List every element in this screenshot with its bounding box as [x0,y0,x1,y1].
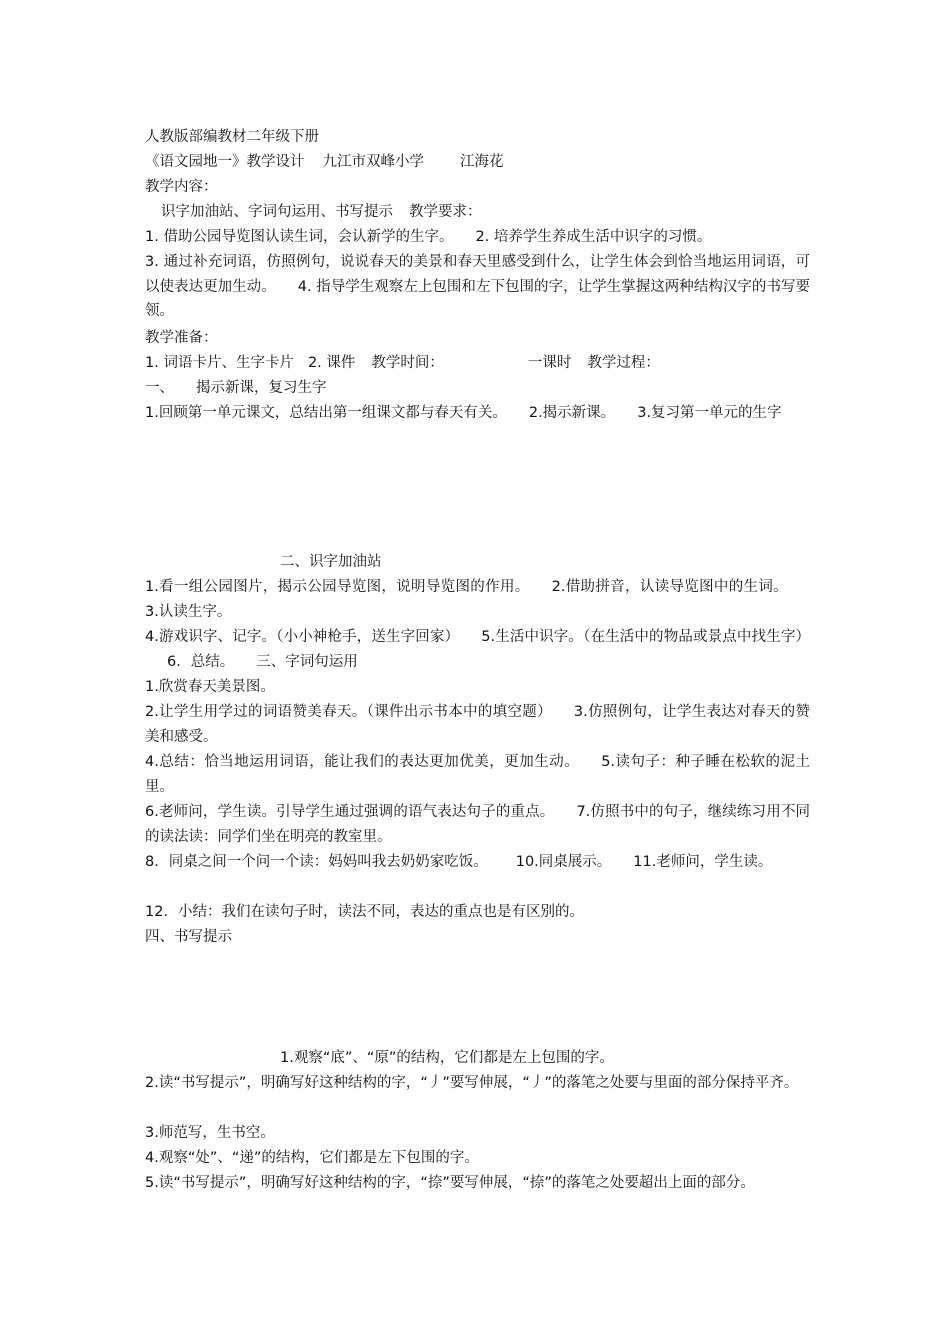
section3-step-10: 10.同桌展示。 [515,854,612,870]
section2-step-3: 3.认读生字。 [145,603,232,620]
section3-step-12: 12．小结：我们在读句子时，读法不同，表达的重点也是有区别的。 [145,904,584,920]
process-label: 教学过程： [587,355,660,371]
section4-step-4: 4.观察“处”、“递”的结构，它们都是左下包围的字。 [145,1150,479,1166]
section2-step-5: 5.生活中识字。（在生活中的物品或景点中找生字） [481,629,810,645]
section4-block-5 [145,1171,810,1196]
section2-block-2 [145,625,810,674]
content-label-text: 教学内容： [145,179,218,195]
section2-step-6: 6．总结。 [167,653,235,670]
section3-step-2: 2.让学生用学过的词语赞美春天。（课件出示书本中的填空题） [145,704,552,720]
section3-block-3 [145,750,810,799]
teacher-name: 江海花 [460,154,504,170]
section3-title: 三、字词句运用 [256,653,358,670]
section3-step-3: 3.仿照例句，让学生表达对春天的赞美和感受。 [145,704,810,745]
design-title: 《语文园地一》教学设计 [145,154,305,170]
book-title-text: 人教版部编教材二年级下册 [145,129,319,145]
section2-step-2: 2.借助拼音，认读导览图中的生词。 [551,579,788,595]
school-name: 九江市双峰小学 [322,154,424,170]
content-label [145,175,810,200]
time-label: 教学时间： [371,355,444,371]
section4-block-2 [145,1071,810,1096]
section4-step-3: 3.师范写，生书空。 [145,1125,275,1141]
section2-step-1: 1.看一组公园图片，揭示公园导览图，说明导览图的作用。 [145,579,530,595]
section4-step-5: 5.读“书写提示”，明确写好这种结构的字，“捺”要写伸展，“捺”的落笔之处要超出上面的部分。 [145,1175,755,1191]
section3-step-4: 4.总结：恰当地运用词语，能让我们的表达更加优美，更加生动。 [145,754,580,770]
section4-step-2: 2.读“书写提示”，明确写好这种结构的字，“丿”要写伸展，“丿”的落笔之处要与里面的部分保持平齐。 [145,1075,799,1091]
book-title [145,125,810,150]
time-value: 一课时 [527,355,572,371]
requirement-4: 4. 指导学生观察左上包围和左下包围的字，让学生掌握这两种结构汉字的书写要领。 [145,278,810,319]
design-title-line [145,150,810,175]
section1-title [145,376,810,401]
section2-title [280,550,945,575]
requirement-1: 1. 借助公园导览图认读生词，会认新学的生字。 [145,229,454,245]
section1-title-text: 揭示新课，复习生字 [196,380,327,396]
section4-step-1: 1.观察“底”、“原”的结构，它们都是左上包围的字。 [280,1050,614,1066]
requirement-2: 2. 培养学生养成生活中识字的习惯。 [475,229,712,245]
section4-title-text: 四、书写提示 [145,929,232,945]
section1-step-1: 1.回顾第一单元课文，总结出第一组课文都与春天有关。 [145,405,507,421]
section4-step-1-line [280,1046,945,1071]
preparation-label [145,326,810,351]
section3-step-1: 1.欣赏春天美景图。 [145,679,275,695]
section4-step-3-line [145,1121,810,1146]
section3-block-2 [145,700,810,749]
section2-step-4: 4.游戏识字、记字。（小小神枪手，送生字回家） [145,629,460,645]
section2-title-text: 二、识字加油站 [280,554,382,570]
requirement-3: 3. 通过补充词语，仿照例句，说说春天的美景和春天里感受到什么，让学生体会到恰当地运用词语，可以使表达更加生动。 [145,254,810,295]
section4-step-4-line [145,1146,810,1171]
section3-block-4 [145,800,810,849]
section1-number: 一、 [145,380,174,396]
requirements-line-1 [145,225,810,250]
section3-step-7: 7.仿照书中的句子，继续练习用不同的读法读：同学们坐在明亮的教室里。 [145,804,810,845]
section4-title [145,925,810,950]
preparation-item-1: 1. 词语卡片、生字卡片 [145,355,294,371]
section3-step-5: 5.读句子：种子睡在松软的泥土里。 [145,754,810,795]
section3-step-11: 11.老师问，学生读。 [633,854,773,870]
preparation-label-text: 教学准备： [145,330,218,346]
section3-step-1-line [145,675,810,700]
section3-step-8: 8．同桌之间一个问一个读：妈妈叫我去奶奶家吃饭。 [145,854,488,870]
section1-body [145,401,810,426]
requirements-block-2 [145,250,810,324]
section1-step-2: 2.揭示新课。 [528,405,616,421]
section1-step-3: 3.复习第一单元的生字 [637,405,782,421]
section2-block-1 [145,575,810,624]
section3-block-5 [145,850,810,875]
preparation-line [145,351,810,376]
content-items-line [161,200,826,225]
content-items: 识字加油站、字词句运用、书写提示 [161,204,393,220]
section3-step-6: 6.老师问，学生读。引导学生通过强调的语气表达句子的重点。 [145,804,555,820]
preparation-item-2: 2. 课件 [307,355,356,371]
section3-summary-line [145,900,810,925]
requirements-label: 教学要求： [409,204,482,220]
